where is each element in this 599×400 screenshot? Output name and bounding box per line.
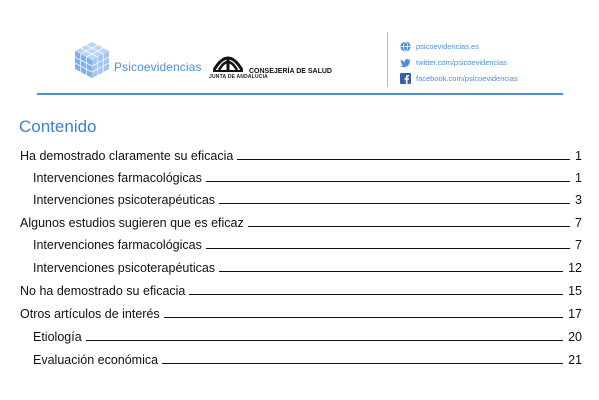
toc-entry-label: Intervenciones farmacológicas — [33, 238, 202, 252]
toc-entry-label: Evaluación económica — [33, 353, 159, 367]
toc-entry-page: 12 — [568, 261, 582, 275]
toc-leader — [189, 294, 563, 295]
toc-leader — [162, 363, 563, 364]
brand-name: Psicoevidencias — [114, 60, 202, 74]
toc-entry-label: Ha demostrado claramente su eficacia — [20, 149, 234, 163]
facebook-link[interactable] — [400, 70, 518, 86]
toc-entry-page: 21 — [568, 353, 582, 367]
toc-leader — [206, 248, 570, 249]
toc-entry-label: Algunos estudios sugieren que es eficaz — [20, 216, 244, 230]
facebook-link-text: facebook.com/psicoevidencias — [416, 73, 518, 83]
toc-entry[interactable] — [33, 351, 582, 367]
header-divider — [387, 32, 388, 87]
toc-leader — [219, 271, 563, 272]
toc-leader — [237, 159, 570, 160]
document-header — [0, 0, 599, 100]
toc-entry-page: 15 — [568, 284, 582, 298]
toc-leader — [86, 340, 563, 341]
toc-entry[interactable] — [33, 328, 582, 344]
toc-entry-label: Intervenciones psicoterapéuticas — [33, 193, 216, 207]
globe-icon — [400, 41, 411, 52]
website-link[interactable] — [400, 38, 518, 54]
toc-entry-label: No ha demostrado su eficacia — [20, 284, 186, 298]
toc-entry[interactable] — [33, 169, 582, 185]
toc-leader — [219, 203, 570, 204]
consejeria-salud-text: CONSEJERÍA DE SALUD — [249, 68, 332, 75]
twitter-link[interactable] — [400, 54, 518, 70]
toc-leader — [206, 181, 570, 182]
toc-entry-page: 17 — [568, 307, 582, 321]
junta-andalucia-text: JUNTA DE ANDALUCIA — [209, 74, 268, 80]
toc-entry-page: 7 — [575, 216, 582, 230]
facebook-icon — [400, 73, 411, 84]
toc-leader — [248, 226, 570, 227]
toc-entry[interactable] — [33, 191, 582, 207]
toc-entry[interactable] — [33, 259, 582, 275]
twitter-icon — [400, 57, 411, 68]
social-links — [400, 38, 518, 86]
toc-entry-page: 3 — [575, 193, 582, 207]
cube-logo-icon — [73, 40, 111, 80]
toc-entry[interactable] — [20, 282, 582, 298]
toc-entry-label: Otros artículos de interés — [20, 307, 160, 321]
toc-entry-label: Etiología — [33, 330, 82, 344]
toc-entry-label: Intervenciones psicoterapéuticas — [33, 261, 216, 275]
toc-entry-page: 1 — [575, 171, 582, 185]
header-rule — [37, 93, 563, 95]
toc-entry[interactable] — [33, 236, 582, 252]
toc-entry-page: 7 — [575, 238, 582, 252]
toc-entry[interactable] — [20, 147, 582, 163]
toc-entry[interactable] — [20, 305, 582, 321]
toc-entry[interactable] — [20, 214, 582, 230]
twitter-link-text: twitter.com/psicoevidencias — [416, 57, 507, 67]
website-link-text: psicoevidencias.es — [416, 41, 479, 51]
toc-leader — [164, 317, 563, 318]
toc-title: Contenido — [19, 117, 97, 136]
toc-entry-page: 1 — [575, 149, 582, 163]
toc-entry-page: 20 — [568, 330, 582, 344]
toc-entry-label: Intervenciones farmacológicas — [33, 171, 202, 185]
